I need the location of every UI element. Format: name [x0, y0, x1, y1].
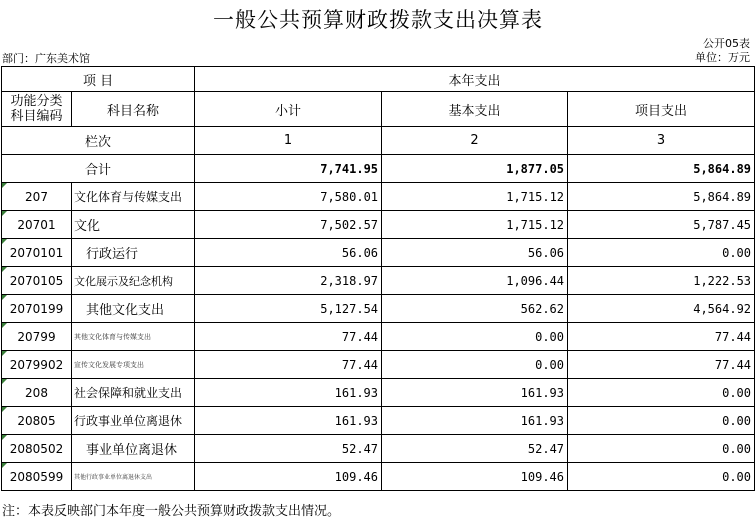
page-title: 一般公共预算财政拨款支出决算表: [213, 8, 543, 32]
row-code: 20799: [2, 323, 72, 351]
total-basic: 1,877.05: [382, 155, 568, 183]
table-row: [2, 323, 755, 351]
column-no-1: 1: [195, 127, 382, 155]
row-subtotal: 7,502.57: [195, 211, 382, 239]
row-code: 2070101: [2, 239, 72, 267]
row-basic: 52.47: [382, 435, 568, 463]
row-code: 20701: [2, 211, 72, 239]
row-project: 77.44: [568, 351, 755, 379]
column-no-3: 3: [568, 127, 755, 155]
row-code: 2070105: [2, 267, 72, 295]
row-subtotal: 161.93: [195, 407, 382, 435]
header-subject-name: 科目名称: [72, 92, 195, 127]
row-code: 208: [2, 379, 72, 407]
row-subtotal: 2,318.97: [195, 267, 382, 295]
expenditure-table: [1, 66, 755, 491]
row-subtotal: 161.93: [195, 379, 382, 407]
row-project: 77.44: [568, 323, 755, 351]
row-subject-name: 文化展示及纪念机构: [72, 267, 195, 295]
total-label: 合计: [2, 155, 195, 183]
row-basic: 109.46: [382, 463, 568, 491]
row-basic: 0.00: [382, 351, 568, 379]
table-row: [2, 295, 755, 323]
row-subject-name: 行政运行: [72, 239, 195, 267]
row-subject-name: 文化: [72, 211, 195, 239]
table-row: [2, 183, 755, 211]
table-row: [2, 239, 755, 267]
row-project: 0.00: [568, 407, 755, 435]
row-subtotal: 77.44: [195, 323, 382, 351]
row-subtotal: 5,127.54: [195, 295, 382, 323]
row-code: 20805: [2, 407, 72, 435]
row-subject-name: 其他行政事业单位离退休支出: [72, 463, 195, 491]
row-code: 207: [2, 183, 72, 211]
row-subtotal: 77.44: [195, 351, 382, 379]
row-subtotal: 56.06: [195, 239, 382, 267]
header-func-code-line1: 功能分类: [10, 94, 63, 109]
row-project: 0.00: [568, 239, 755, 267]
row-subtotal: 7,580.01: [195, 183, 382, 211]
row-project: 0.00: [568, 463, 755, 491]
column-no-2: 2: [382, 127, 568, 155]
row-code: 2079902: [2, 351, 72, 379]
row-code: 2080502: [2, 435, 72, 463]
row-basic: 161.93: [382, 407, 568, 435]
row-subject-name: 事业单位离退休: [72, 435, 195, 463]
row-basic: 56.06: [382, 239, 568, 267]
row-basic: 161.93: [382, 379, 568, 407]
row-project: 1,222.53: [568, 267, 755, 295]
row-subtotal: 52.47: [195, 435, 382, 463]
row-subject-name: 其他文化体育与传媒支出: [72, 323, 195, 351]
total-subtotal: 7,741.95: [195, 155, 382, 183]
table-row: [2, 267, 755, 295]
row-code: 2080599: [2, 463, 72, 491]
row-basic: 1,715.12: [382, 183, 568, 211]
row-basic: 1,715.12: [382, 211, 568, 239]
header-current-year: 本年支出: [195, 67, 755, 92]
row-subject-name: 社会保障和就业支出: [72, 379, 195, 407]
table-row: [2, 211, 755, 239]
row-basic: 562.62: [382, 295, 568, 323]
table-row: [2, 463, 755, 491]
row-subject-name: 其他文化支出: [72, 295, 195, 323]
unit-label: 单位：万元: [695, 51, 750, 64]
row-subject-name: 行政事业单位离退休: [72, 407, 195, 435]
row-project: 5,787.45: [568, 211, 755, 239]
header-basic: 基本支出: [382, 92, 568, 127]
header-func-code: [2, 92, 72, 127]
row-project: 4,564.92: [568, 295, 755, 323]
department-label: 部门：广东美术馆: [2, 52, 90, 65]
row-subtotal: 109.46: [195, 463, 382, 491]
row-project: 5,864.89: [568, 183, 755, 211]
row-basic: 1,096.44: [382, 267, 568, 295]
form-code: 公开05表: [703, 37, 750, 50]
table-row: [2, 407, 755, 435]
table-row: [2, 351, 755, 379]
header-subtotal: 小计: [195, 92, 382, 127]
column-no-label: 栏次: [2, 127, 195, 155]
table-row: [2, 379, 755, 407]
row-project: 0.00: [568, 379, 755, 407]
row-subject-name: 文化体育与传媒支出: [72, 183, 195, 211]
total-project: 5,864.89: [568, 155, 755, 183]
row-basic: 0.00: [382, 323, 568, 351]
row-code: 2070199: [2, 295, 72, 323]
header-item: 项 目: [2, 67, 195, 92]
header-project: 项目支出: [568, 92, 755, 127]
row-subject-name: 宣传文化发展专项支出: [72, 351, 195, 379]
footnote: 注：本表反映部门本年度一般公共预算财政拨款支出情况。: [2, 504, 341, 519]
header-func-code-line2: 科目编码: [10, 109, 63, 124]
table-row: [2, 435, 755, 463]
row-project: 0.00: [568, 435, 755, 463]
